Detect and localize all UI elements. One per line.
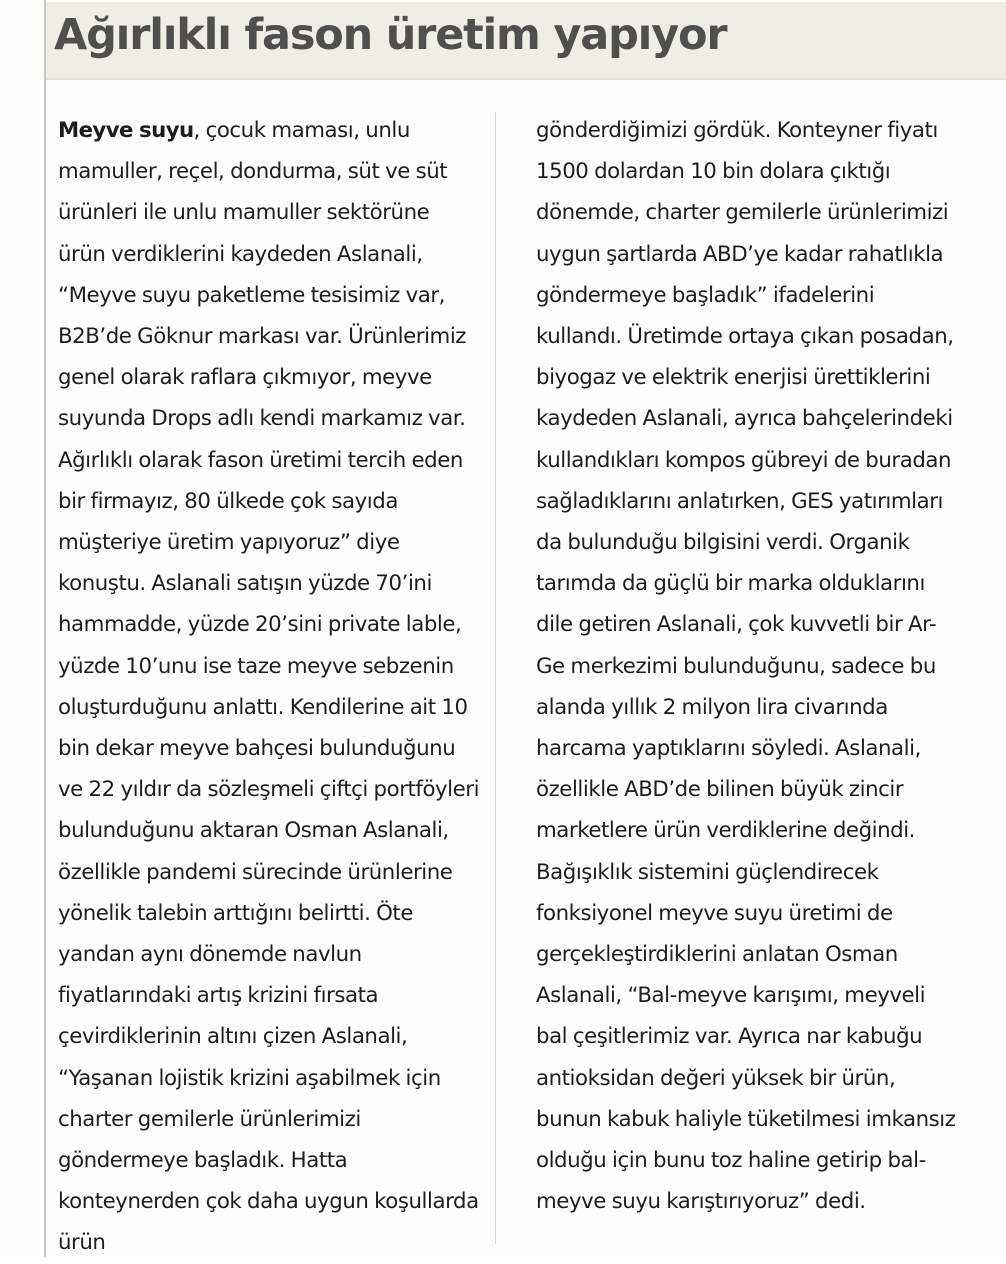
headline-top-rule [46, 0, 1006, 2]
lead-in-text: Meyve suyu [58, 118, 194, 143]
page-title: Ağırlıklı fason üretim yapıyor [54, 10, 727, 60]
paragraph-left [58, 110, 482, 1264]
left-vertical-rule [44, 0, 46, 1257]
column-left [58, 110, 482, 1256]
headline-bottom-rule [46, 78, 1006, 80]
column-right [536, 110, 960, 1250]
body-text-right: gönderdiğimizi gördük. Konteyner fiyatı 1500 dolardan 10 bin dolara çıktığı dönemde, charter gemilerle ürünlerimizi uygun şartlarda ABD’ye kadar rahatlıkla göndermeye başladık” ifadelerini kullandı. Üretimde ortaya çıkan posadan, biyogaz ve elektrik enerjisi ürettiklerini kaydeden Aslanali, ayrıca bahçelerindeki kullandıkları kompos gübreyi de buradan sağladıklarını anlatırken, GES yatırımları da bulunduğu bilgisini verdi. Organik tarımda da güçlü bir marka olduklarını dile getiren Aslanali, çok kuvvetli bir Ar-Ge merkezimi bulunduğunu, sadece bu alanda yıllık 2 milyon lira civarında harcama yaptıklarını söyledi. Aslanali, özellikle ABD’de bilinen büyük zincir marketlere ürün verdiklerine değindi. Bağışıklık sistemini güçlendirecek fonksiyonel meyve suyu üretimi de gerçekleştirdiklerini anlatan Osman Aslanali, “Bal-meyve karışımı, meyveli bal çeşitlerimiz var. Ayrıca nar kabuğu antioksidan değeri yüksek bir ürün, bunun kabuk haliyle tüketilmesi imkansız olduğu için bunu toz haline getirip bal-meyve suyu karıştırıyoruz” dedi. [536, 118, 956, 1215]
body-text-left: , çocuk maması, unlu mamuller, reçel, dondurma, süt ve süt ürünleri ile unlu mamuller sektörüne ürün verdiklerini kaydeden Aslanali, “Meyve suyu paketleme tesisimiz var, B2B’de Göknur markası var. Ürünlerimiz genel olarak raflara çıkmıyor, meyve suyunda Drops adlı kendi markamız var. Ağırlıklı olarak fason üretimi tercih eden bir firmayız, 80 ülkede çok sayıda müşteriye üretim yapıyoruz” diye konuştu. Aslanali satışın yüzde 70’ini hammadde, yüzde 20’sini private lable, yüzde 10’unu ise taze meyve sebzenin oluşturduğunu anlattı. Kendilerine ait 10 bin dekar meyve bahçesi bulunduğunu ve 22 yıldır da sözleşmeli çiftçi portföyleri bulunduğunu aktaran Osman Aslanali, özellikle pandemi sürecinde ürünlerine yönelik talebin arttığını belirtti. Öte yandan aynı dönemde navlun fiyatlarındaki artış krizini fırsata çevirdiklerinin altını çizen Aslanali, “Yaşanan lojistik krizini aşabilmek için charter gemilerle ürünlerimizi göndermeye başladık. Hatta konteynerden çok daha uygun koşullarda ürün [58, 118, 480, 1256]
body-columns [58, 110, 988, 1256]
paragraph-right [536, 110, 960, 1222]
